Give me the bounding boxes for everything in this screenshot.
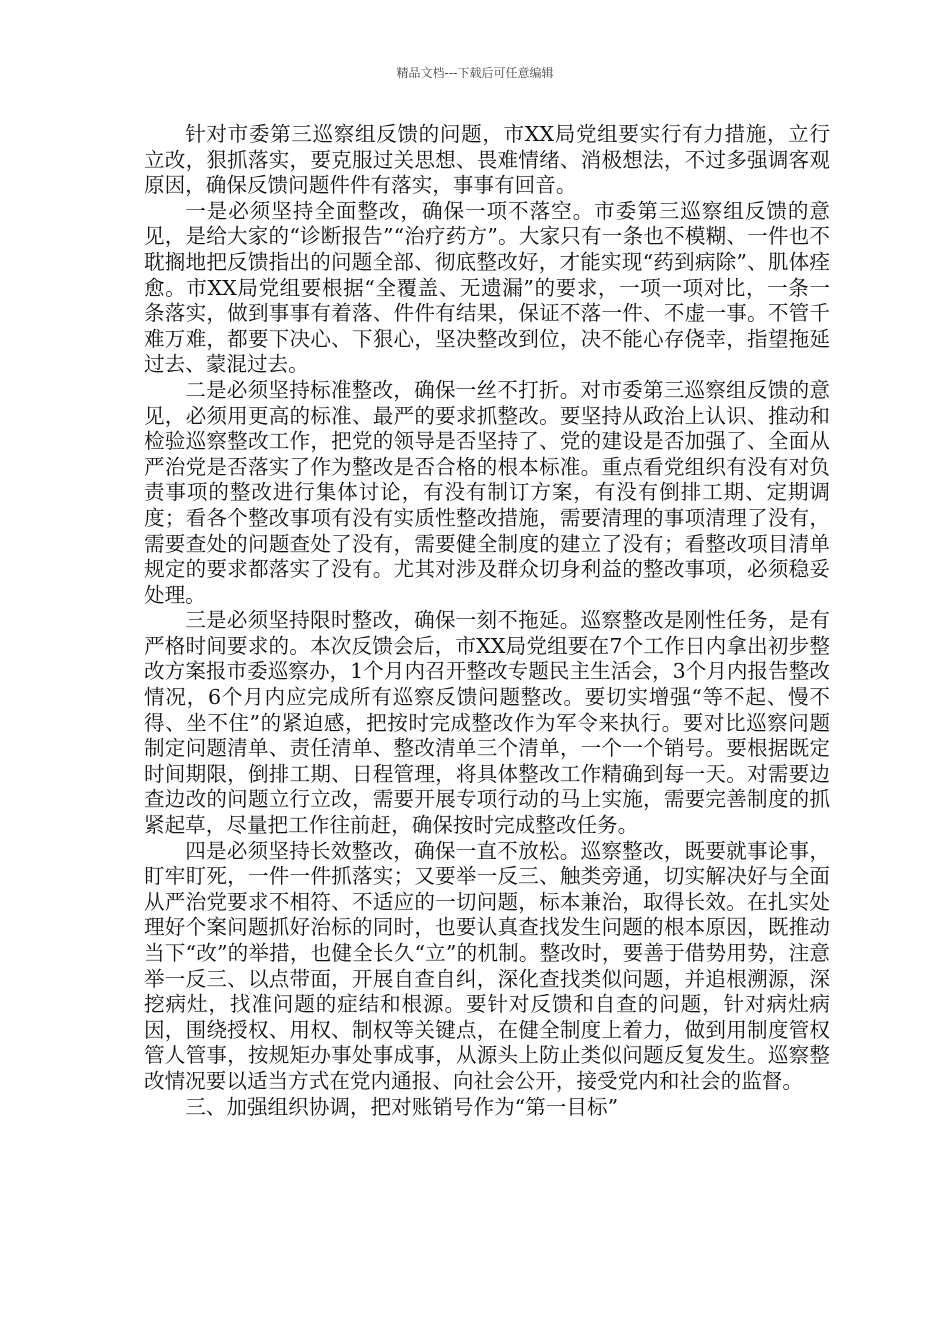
paragraph-point-three: 三是必须坚持限时整改，确保一刻不拖延。巡察整改是刚性任务，是有严格时间要求的。本次反馈会后，市XX局党组要在7个工作日内拿出初步整改方案报市委巡察办，1个月内召开整改专题民主生活会，3个月内报告整改情况，6个月内应完成所有巡察反馈问题整改。要切实增强“等不起、慢不得、坐不住”的紧迫感，把按时完成整改作为军令来执行。要对比巡察问题制定问题清单、责任清单、整改清单三个清单，一个一个销号。要根据既定时间期限，倒排工期、日程管理，将具体整改工作精确到每一天。对需要边查边改的问题立行立改，需要开展专项行动的马上实施，需要完善制度的抓紧起草，尽量把工作往前赶，确保按时完成整改任务。 [144, 608, 830, 838]
section-heading: 三、加强组织协调，把对账销号作为“第一目标” [185, 1094, 619, 1119]
document-body [144, 122, 830, 1120]
page-header: 精品文档---下载后可任意编辑 [396, 66, 554, 80]
paragraph-intro: 针对市委第三巡察组反馈的问题，市XX局党组要实行有力措施，立行立改，狠抓落实，要克服过关思想、畏难情绪、消极想法，不过多强调客观原因，确保反馈问题件件有落实，事事有回音。 [144, 122, 830, 198]
paragraph-point-four: 四是必须坚持长效整改，确保一直不放松。巡察整改，既要就事论事，盯牢盯死，一件一件抓落实；又要举一反三、触类旁通，切实解决好与全面从严治党要求不相符、不适应的一切问题，标本兼治，取得长效。在扎实处理好个案问题抓好治标的同时，也要认真查找发生问题的根本原因，既推动当下“改”的举措，也健全长久“立”的机制。整改时，要善于借势用势，注意举一反三、以点带面，开展自查自纠，深化查找类似问题，并追根溯源，深挖病灶，找准问题的症结和根源。要针对反馈和自查的问题，针对病灶病因，围绕授权、用权、制权等关键点，在健全制度上着力，做到用制度管权管人管事，按规矩办事处事成事，从源头上防止类似问题反复发生。巡察整改情况要以适当方式在党内通报、向社会公开，接受党内和社会的监督。 [144, 838, 830, 1093]
paragraph-point-one: 一是必须坚持全面整改，确保一项不落空。市委第三巡察组反馈的意见，是给大家的“诊断报告”“治疗药方”。大家只有一条也不模糊、一件也不耽搁地把反馈指出的问题全部、彻底整改好，才能实现“药到病除”、肌体痊愈。市XX局党组要根据“全覆盖、无遗漏”的要求，一项一项对比，一条一条落实，做到事事有着落、件件有结果，保证不落一件、不虚一事。不管千难万难，都要下决心、下狠心，坚决整改到位，决不能心存侥幸，指望拖延过去、蒙混过去。 [144, 198, 830, 377]
paragraph-point-two: 二是必须坚持标准整改，确保一丝不打折。对市委第三巡察组反馈的意见，必须用更高的标准、最严的要求抓整改。要坚持从政治上认识、推动和检验巡察整改工作，把党的领导是否坚持了、党的建设是否加强了、全面从严治党是否落实了作为整改是否合格的根本标准。重点看党组织有没有对负责事项的整改进行集体讨论，有没有制订方案，有没有倒排工期、定期调度；看各个整改事项有没有实质性整改措施，需要清理的事项清理了没有，需要查处的问题查处了没有，需要健全制度的建立了没有；看整改项目清单规定的要求都落实了没有。尤其对涉及群众切身利益的整改事项，必须稳妥处理。 [144, 377, 830, 607]
